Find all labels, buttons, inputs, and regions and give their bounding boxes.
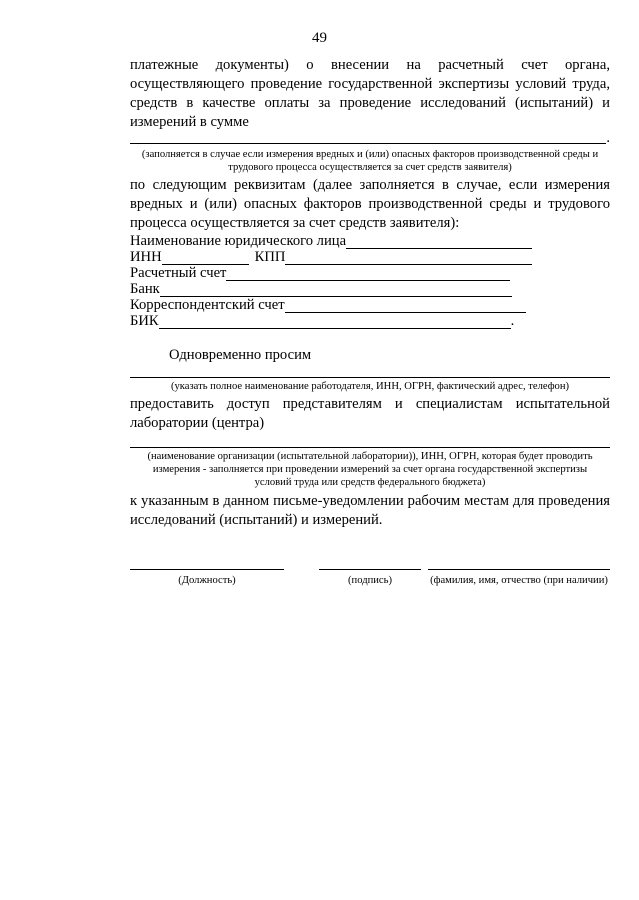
position-caption: (Должность) — [178, 575, 236, 586]
lab-line[interactable] — [130, 439, 610, 448]
kpp-field[interactable] — [285, 252, 532, 265]
amount-line-row — [130, 132, 610, 144]
bank-field[interactable] — [160, 284, 512, 297]
bik-field[interactable] — [159, 316, 511, 329]
account-row — [130, 265, 610, 281]
payment-intro-paragraph: платежные документы) о внесении на расчетный счет органа, осуществляющего проведение государственной экспертизы условий труда, средств в качестве оплаты за проведение исследований (испытаний) и измерений в сумме — [130, 57, 610, 130]
inn-kpp-row — [130, 249, 610, 265]
also-request-text: Одновременно просим — [169, 347, 312, 363]
org-name-label: Наименование юридического лица — [130, 233, 347, 249]
workplaces-paragraph: к указанным в данном письме-уведомлении рабочим местам для проведения исследований (испытаний) и измерений. — [130, 493, 610, 528]
account-label: Расчетный счет — [130, 265, 227, 281]
bik-label: БИК — [130, 313, 159, 329]
amount-trailing-dot: . — [606, 130, 610, 146]
corr-account-label: Корреспондентский счет — [130, 297, 285, 313]
amount-line[interactable] — [130, 133, 606, 144]
org-name-field[interactable] — [346, 236, 532, 249]
lab-note: (наименование организации (испытательной лаборатории)), ИНН, ОГРН, которая будет проводить измерения - заполняется при проведении измерений за счет органа государственной экспертизы условий труда или средств федерального бюджета) — [147, 451, 593, 488]
bank-row — [130, 281, 610, 297]
form-body — [130, 56, 610, 595]
employer-line[interactable] — [130, 369, 610, 378]
signature-block — [130, 555, 610, 595]
position-line[interactable] — [130, 569, 284, 570]
full-name-caption: (фамилия, имя, отчество (при наличии) — [430, 575, 608, 586]
inn-field[interactable] — [162, 252, 249, 265]
signature-caption: (подпись) — [348, 575, 392, 586]
kpp-label: КПП — [254, 249, 286, 265]
bik-trailing-dot: . — [510, 313, 515, 329]
corr-account-field[interactable] — [285, 300, 526, 313]
amount-note: (заполняется в случае если измерения вредных и (или) опасных факторов производственной среды и трудового процесса осуществляется за счет средств заявителя) — [141, 149, 599, 173]
page-number: 49 — [312, 30, 327, 46]
details-intro-paragraph: по следующим реквизитам (далее заполняется в случае, если измерения вредных и (или) опасных факторов производственной среды и трудового процесса осуществляется за счет средств заявителя): — [130, 177, 610, 231]
employer-note: (указать полное наименование работодателя, ИНН, ОГРН, фактический адрес, телефон) — [170, 381, 570, 392]
signature-line[interactable] — [319, 569, 421, 570]
corr-account-row — [130, 297, 610, 313]
bik-row — [130, 313, 610, 329]
access-paragraph: предоставить доступ представителям и специалистам испытательной лаборатории (центра) — [130, 396, 610, 431]
inn-label: ИНН — [130, 249, 162, 265]
org-name-row — [130, 233, 610, 249]
bank-label: Банк — [130, 281, 160, 297]
full-name-line[interactable] — [428, 569, 610, 570]
account-field[interactable] — [226, 268, 510, 281]
